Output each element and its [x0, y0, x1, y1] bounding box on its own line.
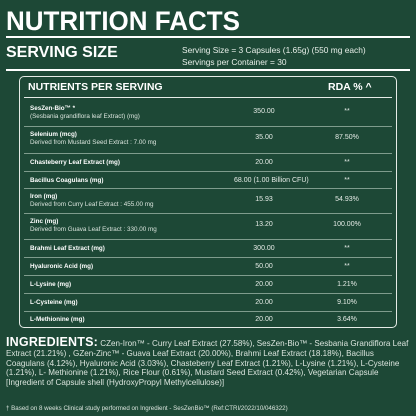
nutrient-amount: 50.00	[255, 263, 273, 270]
nutrient-source: Derived from Guava Leaf Extract : 330.00 mg	[30, 226, 157, 233]
nutrient-name: Bacillus Coagulans (mg)	[30, 177, 104, 184]
nutrient-amount: 20.00	[255, 316, 273, 323]
nutrient-amount: 300.00	[253, 245, 275, 252]
nutrient-rda: 87.50%	[335, 134, 359, 141]
ingredients-block	[6, 335, 410, 388]
nutrient-amount: 68.00 (1.00 Billion CFU)	[234, 177, 309, 184]
nutrient-panel	[19, 76, 397, 328]
nutrient-name: Hyaluronic Acid (mg)	[30, 263, 94, 270]
nutrient-row	[20, 294, 396, 312]
nutrient-rda: **	[344, 108, 350, 115]
nutrient-rda: 100.00%	[333, 221, 361, 228]
nutrient-source: Derived from Curry Leaf Extract : 455.00 mg	[30, 201, 154, 208]
servings-per-container-text: Servings per Container = 30	[182, 57, 287, 67]
nutrient-rda: **	[344, 159, 350, 166]
nutrient-name: SesZen-Bio™ *	[30, 105, 76, 112]
nutrient-row	[20, 101, 396, 127]
nutrient-amount: 13.20	[255, 221, 273, 228]
nutrient-amount: 20.00	[255, 299, 273, 306]
ingredients-label: INGREDIENTS:	[6, 335, 98, 349]
nutrient-name: L-Methionine (mg)	[30, 316, 85, 323]
nutrient-rda: **	[344, 245, 350, 252]
nutrient-row	[20, 276, 396, 294]
nutrient-row	[20, 312, 396, 327]
panel-heading: NUTRIENTS PER SERVING	[28, 81, 163, 93]
nutrient-rda: **	[344, 177, 350, 184]
panel-heading-rule	[24, 97, 392, 98]
nutrient-source: (Sesbania grandiflora leaf Extract) (mg)	[30, 113, 140, 120]
nutrient-name: Chasteberry Leaf Extract (mg)	[30, 159, 120, 166]
ingredients-text: CZen-Iron™ - Curry Leaf Extract (27.58%), SesZen-Bio™ - Sesbania Grandiflora Leaf Extract (21.21%) , GZen-Zinc™ - Guava Leaf Extract (20.00%), Brahmi Leaf Extract (18.18%), Bacillus Coagulans (4.12%), Hyaluronic Acid (3.03%), Chasteberry Leaf Extract (1.21%), L-Lysine (1.21%), L-Cysteine (1.21%), L- Methionine (1.21%), Rice Flour (0.61%), Mustard Seed Extract (0.42%), Vegetarian Capsule [Ingredient of Capsule shell (HydroxyPropyl Methylcellulose)]	[6, 339, 409, 388]
footnote: † Based on 8 weeks Clinical study performed on Ingredient - SesZenBio™ (Ref:CTRI/2022/10/046322)	[6, 405, 288, 412]
nutrient-row	[20, 258, 396, 276]
nutrient-row	[20, 189, 396, 214]
serving-info	[182, 44, 366, 68]
title: NUTRITION FACTS	[6, 5, 240, 37]
nutrient-name: Selenium (mcg)	[30, 131, 77, 138]
nutrient-amount: 20.00	[255, 159, 273, 166]
serving-size-text: Serving Size = 3 Capsules (1.65g) (550 mg each)	[182, 45, 366, 55]
nutrient-row	[20, 172, 396, 189]
nutrient-amount: 35.00	[255, 134, 273, 141]
nutrient-row	[20, 154, 396, 172]
serving-rule	[6, 69, 410, 71]
nutrient-amount: 20.00	[255, 281, 273, 288]
nutrient-name: L-Lysine (mg)	[30, 281, 72, 288]
nutrient-row	[20, 127, 396, 154]
nutrient-rda: 1.21%	[337, 281, 357, 288]
nutrient-rda: **	[344, 263, 350, 270]
nutrient-source: Derived from Mustard Seed Extract : 7.00 mg	[30, 139, 157, 146]
nutrient-name: L-Cysteine (mg)	[30, 299, 78, 306]
nutrient-name: Iron (mg)	[30, 193, 58, 200]
nutrient-name: Brahmi Leaf Extract (mg)	[30, 245, 105, 252]
serving-size-heading: SERVING SIZE	[6, 44, 118, 61]
nutrient-amount: 350.00	[253, 108, 275, 115]
nutrient-amount: 15.93	[255, 196, 273, 203]
nutrient-name: Zinc (mg)	[30, 218, 59, 225]
nutrient-rda: 9.10%	[337, 299, 357, 306]
rda-heading: RDA % ^	[328, 81, 372, 93]
nutrient-row	[20, 240, 396, 258]
title-rule	[6, 36, 410, 38]
nutrient-row	[20, 214, 396, 240]
nutrient-rda: 3.64%	[337, 316, 357, 323]
nutrient-rda: 54.93%	[335, 196, 359, 203]
